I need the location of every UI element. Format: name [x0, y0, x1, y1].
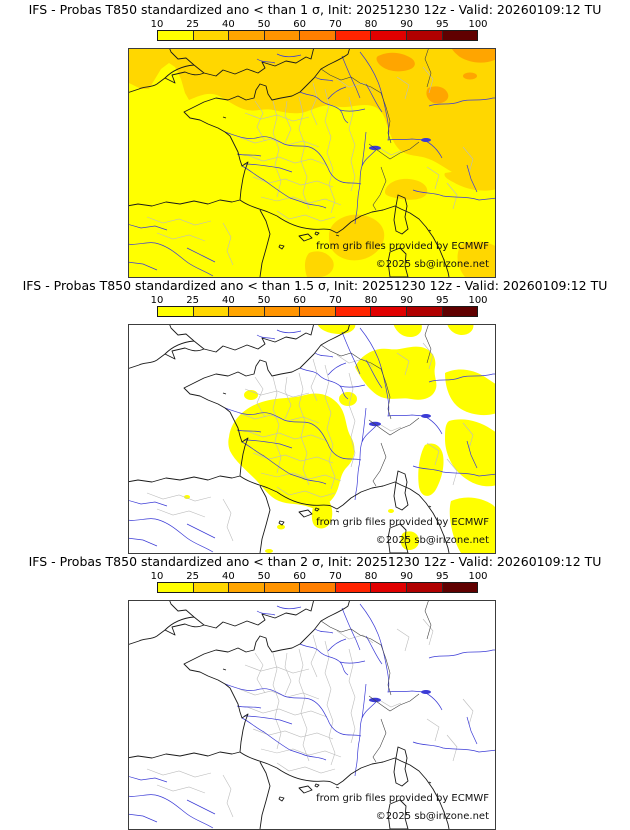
colorbar-tick-label: 10 — [150, 19, 164, 30]
colorbar-cell — [336, 31, 372, 40]
colorbar-tick-label: 95 — [435, 19, 449, 30]
colorbar-cell — [194, 583, 230, 592]
map-1sigma — [128, 48, 496, 278]
colorbar-tick-label: 40 — [221, 571, 235, 582]
copyright-credit: ©2025 sb@irizone.net — [375, 259, 489, 270]
colorbar-tick-label: 90 — [400, 295, 414, 306]
colorbar-cell — [265, 307, 301, 316]
colorbar-cell — [229, 31, 265, 40]
panel-1sigma — [0, 0, 630, 276]
colorbar-tick-label: 50 — [257, 295, 271, 306]
colorbar-tick-label: 50 — [257, 19, 271, 30]
colorbar-tick-label: 70 — [328, 295, 342, 306]
colorbar-tick-label: 100 — [468, 19, 488, 30]
copyright-credit: ©2025 sb@irizone.net — [375, 535, 489, 546]
colorbar-tick-label: 95 — [435, 295, 449, 306]
colorbar-tick-label: 60 — [293, 295, 307, 306]
colorbar-tick-label: 90 — [400, 19, 414, 30]
colorbar-bar — [157, 30, 478, 41]
colorbar — [150, 295, 488, 320]
colorbar-tick-label: 60 — [293, 19, 307, 30]
ecmwf-credit: from grib files provided by ECMWF — [316, 517, 489, 528]
map-15sigma — [128, 324, 496, 554]
colorbar-cell — [371, 31, 407, 40]
colorbar-tick-row — [150, 19, 488, 30]
colorbar-bar — [157, 306, 478, 317]
colorbar-cell — [443, 31, 478, 40]
colorbar-tick-label: 25 — [186, 295, 200, 306]
ecmwf-credit: from grib files provided by ECMWF — [316, 793, 489, 804]
colorbar-cell — [229, 307, 265, 316]
colorbar-tick-label: 40 — [221, 19, 235, 30]
colorbar-cell — [443, 583, 478, 592]
colorbar-cell — [371, 307, 407, 316]
colorbar-tick-label: 25 — [186, 19, 200, 30]
colorbar-tick-label: 100 — [468, 295, 488, 306]
panel-title: IFS - Probas T850 standardized ano < than 1 σ, Init: 20251230 12z - Valid: 20260109:12 TU — [28, 2, 602, 17]
colorbar-cell — [229, 583, 265, 592]
colorbar-tick-row — [150, 295, 488, 306]
panel-title: IFS - Probas T850 standardized ano < than 2 σ, Init: 20251230 12z - Valid: 20260109:12 TU — [28, 554, 602, 569]
colorbar-cell — [158, 583, 194, 592]
colorbar-cell — [300, 31, 336, 40]
colorbar-cell — [300, 583, 336, 592]
colorbar-cell — [158, 31, 194, 40]
colorbar-tick-label: 40 — [221, 295, 235, 306]
colorbar-cell — [336, 307, 372, 316]
colorbar-tick-label: 60 — [293, 571, 307, 582]
colorbar-tick-label: 80 — [364, 571, 378, 582]
colorbar-tick-label: 100 — [468, 571, 488, 582]
colorbar-cell — [407, 31, 443, 40]
colorbar-tick-label: 25 — [186, 571, 200, 582]
colorbar-cell — [371, 583, 407, 592]
copyright-credit: ©2025 sb@irizone.net — [375, 811, 489, 822]
colorbar-cell — [336, 583, 372, 592]
map-2sigma — [128, 600, 496, 830]
colorbar — [150, 19, 488, 44]
colorbar — [150, 571, 488, 596]
colorbar-cell — [158, 307, 194, 316]
colorbar-cell — [194, 307, 230, 316]
colorbar-tick-label: 10 — [150, 295, 164, 306]
colorbar-tick-label: 80 — [364, 295, 378, 306]
panel-2sigma — [0, 552, 630, 828]
colorbar-tick-label: 90 — [400, 571, 414, 582]
panel-15sigma — [0, 276, 630, 552]
colorbar-cell — [300, 307, 336, 316]
colorbar-cell — [443, 307, 478, 316]
colorbar-tick-label: 70 — [328, 571, 342, 582]
colorbar-cell — [407, 583, 443, 592]
ecmwf-credit: from grib files provided by ECMWF — [316, 241, 489, 252]
colorbar-cell — [265, 583, 301, 592]
colorbar-cell — [265, 31, 301, 40]
colorbar-tick-label: 50 — [257, 571, 271, 582]
colorbar-tick-label: 70 — [328, 19, 342, 30]
panel-title: IFS - Probas T850 standardized ano < than 1.5 σ, Init: 20251230 12z - Valid: 20260109:12 TU — [22, 278, 608, 293]
colorbar-bar — [157, 582, 478, 593]
colorbar-cell — [407, 307, 443, 316]
colorbar-tick-label: 10 — [150, 571, 164, 582]
colorbar-cell — [194, 31, 230, 40]
colorbar-tick-label: 95 — [435, 571, 449, 582]
colorbar-tick-row — [150, 571, 488, 582]
colorbar-tick-label: 80 — [364, 19, 378, 30]
